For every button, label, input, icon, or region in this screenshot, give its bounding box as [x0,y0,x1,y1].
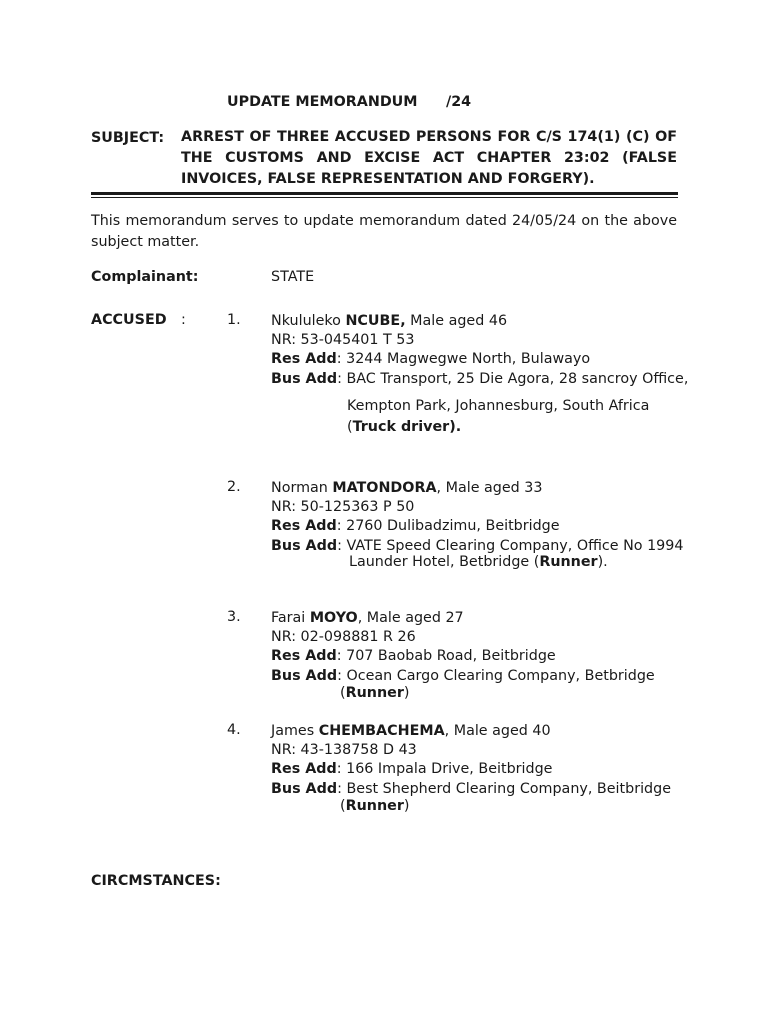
accused-2-bus-cont: Launder Hotel, Betbridge (Runner). [349,554,608,570]
accused-4-name: James CHEMBACHEMA, Male aged 40 [271,723,551,739]
accused-2-details [271,479,683,556]
complainant-value: STATE [271,269,315,285]
accused-2-number: 2. [227,479,241,495]
subject-line-3: INVOICES, FALSE REPRESENTATION AND FORGERY). [181,171,595,187]
accused-4-res: Res Add: 166 Impala Drive, Beitbridge [271,761,553,778]
accused-3-details [271,609,655,686]
intro-line-2: subject matter. [91,234,200,250]
accused-1-details [271,312,688,389]
accused-3-role: (Runner) [340,685,410,701]
accused-3-bus: Bus Add: Ocean Cargo Clearing Company, Betbridge [271,667,655,684]
accused-1-role: (Truck driver). [347,419,462,435]
intro-line-1: This memorandum serves to update memorandum dated 24/05/24 on the above [91,213,677,229]
accused-2-bus: Bus Add: VATE Speed Clearing Company, Office No 1994 [271,537,684,554]
accused-2-nr: NR: 50-125363 P 50 [271,499,415,516]
accused-1-number: 1. [227,312,241,328]
accused-1-res: Res Add: 3244 Magwegwe North, Bulawayo [271,351,591,368]
subject-line-2: THE CUSTOMS AND EXCISE ACT CHAPTER 23:02 (FALSE [181,150,677,166]
accused-3-nr: NR: 02-098881 R 26 [271,629,416,646]
accused-1-bus-cont: Kempton Park, Johannesburg, South Africa [347,398,650,414]
subject-line-1: ARREST OF THREE ACCUSED PERSONS FOR C/S 174(1) (C) OF [181,129,677,145]
accused-1-bus: Bus Add: BAC Transport, 25 Die Agora, 28 sancroy Office, [271,370,689,387]
accused-4-number: 4. [227,722,241,738]
accused-colon: : [181,312,186,328]
accused-3-number: 3. [227,609,241,625]
accused-label: ACCUSED [91,312,167,328]
memo-title: UPDATE MEMORANDUM [227,94,418,110]
accused-4-bus: Bus Add: Best Shepherd Clearing Company, Beitbridge [271,780,671,797]
accused-4-nr: NR: 43-138758 D 43 [271,742,417,759]
accused-1-name: Nkululeko NCUBE, Male aged 46 [271,313,508,329]
accused-4-details [271,722,671,799]
accused-2-res: Res Add: 2760 Dulibadzimu, Beitbridge [271,518,560,535]
accused-2-name: Norman MATONDORA, Male aged 33 [271,480,543,496]
memo-number: /24 [446,94,472,110]
accused-3-name: Farai MOYO, Male aged 27 [271,610,464,626]
subject-label: SUBJECT: [91,130,165,146]
accused-1-nr: NR: 53-045401 T 53 [271,332,415,349]
accused-4-role: (Runner) [340,798,410,814]
divider-thin [91,197,678,198]
complainant-label: Complainant: [91,269,199,285]
divider-thick [91,192,678,195]
circumstances-label: CIRCMSTANCES: [91,873,221,889]
accused-3-res: Res Add: 707 Baobab Road, Beitbridge [271,648,556,665]
